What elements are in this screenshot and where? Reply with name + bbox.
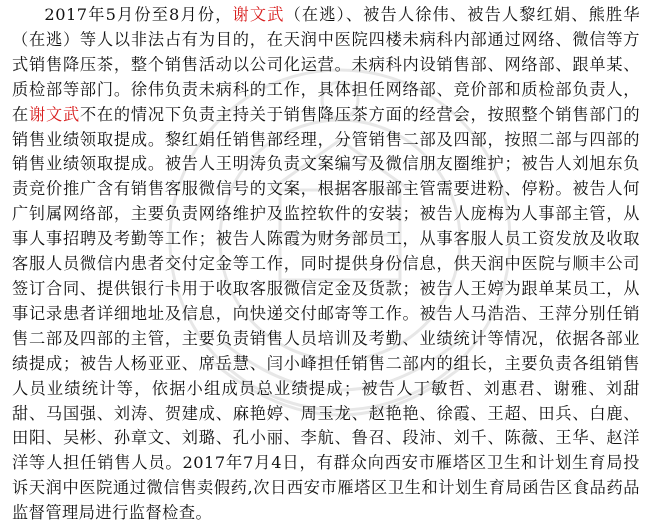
text-segment: 不在的情况下负责主持关于销售降压茶方面的经营会，按照整个销售部门的销售业绩领取提成。黎红娟任销售部经理，分管销售二部及四部，按照二部与四部的销售业绩领取提成。被告人王明涛负责文案编写及微信朋友圈维护；被告人刘旭东负责竞价推广含有销售客服微信号的文案，根据客服部主管需要进粉、停粉。被告人何广钊属网络部，主要负责网络维护及监控软件的安装；被告人庞梅为人事部主管，从事人事招聘及考勤等工作；被告人陈霞为财务部员工，从事客服人员工资发放及收取客服人员微信内患者交付定金等工作，同时提供身份信息，供天润中医院与顺丰公司签订合同、提供银行卡用于收取客服微信定金及货款；被告人王婷为跟单某员工，从事记录患者详细地址及信息，向快递交付邮寄等工作。被告人马浩浩、王萍分别任销售二部及四部的主管，主要负责销售人员培训及考勤、业绩统计等情况，依据各部业绩提成；被告人杨亚亚、席岳慧、闫小峰担任销售二部内的组长，主要负责各组销售人员业绩统计等，依据小组成员总业绩提成；被告人丁敏哲、刘惠君、谢雅、刘甜甜、马国强、刘涛、贺建成、麻艳婷、周玉龙、赵艳艳、徐霞、王超、田兵、白鹿、田阳、吴彬、孙章文、刘璐、孔小丽、李航、鲁召、段沛、刘千、陈薇、王华、赵洋洋等人担任销售人员。2017年7月4日，有群众向西安市雁塔区卫生和计划生育局投诉天润中医院通过微信售卖假药,次日西安市雁塔区卫生和计划生育局函告区食品药品监督管理局进行监督检查。 [12,104,641,523]
highlighted-name: 谢文武 [28,104,80,124]
text-segment: （在逃）、被告人徐伟、被告人黎红娟、熊胜华（在逃）等人以非法占有为目的，在天润中医院四楼未病科内部通过网络、微信等方式销售降压茶，整个销售活动以公司化运营。未病科内设销售部、网络部、跟单某、质检部等部门。徐伟负责未病科的工作，具体担任网络部、竞价部和质检部负责人，在 [12,5,641,124]
text-segment: 2017年5月份至8月份， [44,5,233,24]
highlighted-name: 谢文武 [232,5,285,24]
judgment-paragraph [12,3,640,526]
